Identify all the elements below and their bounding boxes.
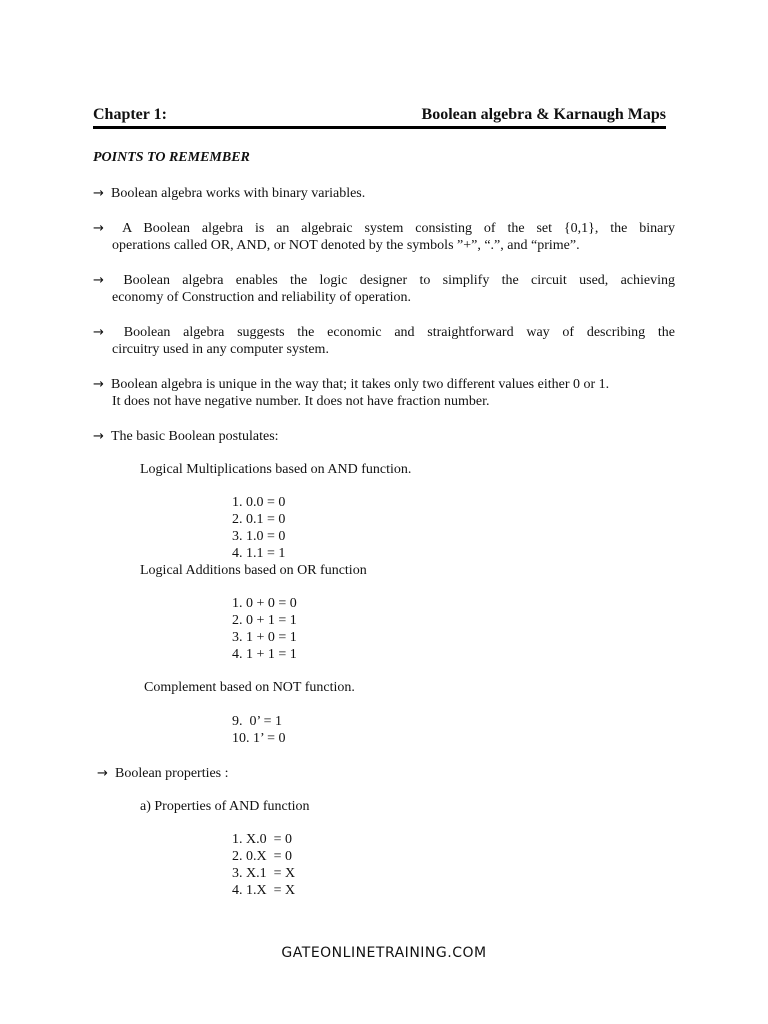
list-item: 1. X.0 = 0 [232, 832, 293, 847]
arrow-icon: → [93, 429, 104, 444]
or-postulates-heading: Logical Additions based on OR function [140, 563, 367, 578]
list-item: 3. X.1 = X [232, 866, 296, 881]
not-postulates-heading: Complement based on NOT function. [144, 680, 355, 695]
and-properties-list [232, 831, 295, 899]
and-postulates-list [232, 494, 285, 562]
and-properties-heading: a) Properties of AND function [140, 799, 310, 814]
bullet-economic-way: → Boolean algebra suggests the economic and straightforward way of describing the circuitry used in any computer system. [93, 325, 675, 357]
list-item: 2. 0 + 1 = 1 [232, 613, 297, 628]
bullet-simplify-circuit: → Boolean algebra enables the logic designer to simplify the circuit used, achieving economy of Construction and reliability of operation. [93, 273, 676, 305]
arrow-icon: → [93, 221, 104, 236]
bullet-basic-postulates: → The basic Boolean postulates: [93, 429, 279, 444]
section-title: POINTS TO REMEMBER [93, 150, 250, 165]
chapter-title: Boolean algebra & Karnaugh Maps [421, 106, 666, 123]
list-item: 4. 1 + 1 = 1 [232, 647, 297, 662]
list-item: 10. 1’ = 0 [232, 731, 286, 746]
arrow-icon: → [93, 186, 104, 201]
bullet-binary-variables: → Boolean algebra works with binary variables. [93, 186, 366, 201]
not-postulates-list [232, 713, 286, 747]
arrow-icon: → [93, 377, 104, 392]
list-item: 9. 0’ = 1 [232, 714, 283, 729]
list-item: 3. 1 + 0 = 1 [232, 630, 297, 645]
bullet-algebraic-system: → A Boolean algebra is an algebraic system consisting of the set {0,1}, the binary operations called OR, AND, or NOT denoted by the symbols ”+”, “.”, and “prime”. [93, 221, 675, 253]
list-item: 2. 0.1 = 0 [232, 512, 286, 527]
chapter-header [93, 104, 666, 129]
list-item: 1. 0 + 0 = 0 [232, 596, 297, 611]
list-item: 1. 0.0 = 0 [232, 495, 286, 510]
bullet-unique-values: → Boolean algebra is unique in the way that; it takes only two different values either 0 or 1. It does not have negative number. It does not have fraction number. [93, 377, 610, 409]
or-postulates-list [232, 595, 297, 663]
bullet-boolean-properties: → Boolean properties : [97, 766, 229, 781]
list-item: 2. 0.X = 0 [232, 849, 293, 864]
list-item: 4. 1.1 = 1 [232, 546, 286, 561]
arrow-icon: → [97, 766, 108, 781]
chapter-label: Chapter 1: [93, 106, 167, 123]
footer-website: GATEONLINETRAINING.COM [281, 945, 487, 961]
list-item: 4. 1.X = X [232, 883, 296, 898]
arrow-icon: → [93, 325, 104, 340]
arrow-icon: → [93, 273, 104, 288]
list-item: 3. 1.0 = 0 [232, 529, 286, 544]
and-postulates-heading: Logical Multiplications based on AND function. [140, 462, 412, 477]
